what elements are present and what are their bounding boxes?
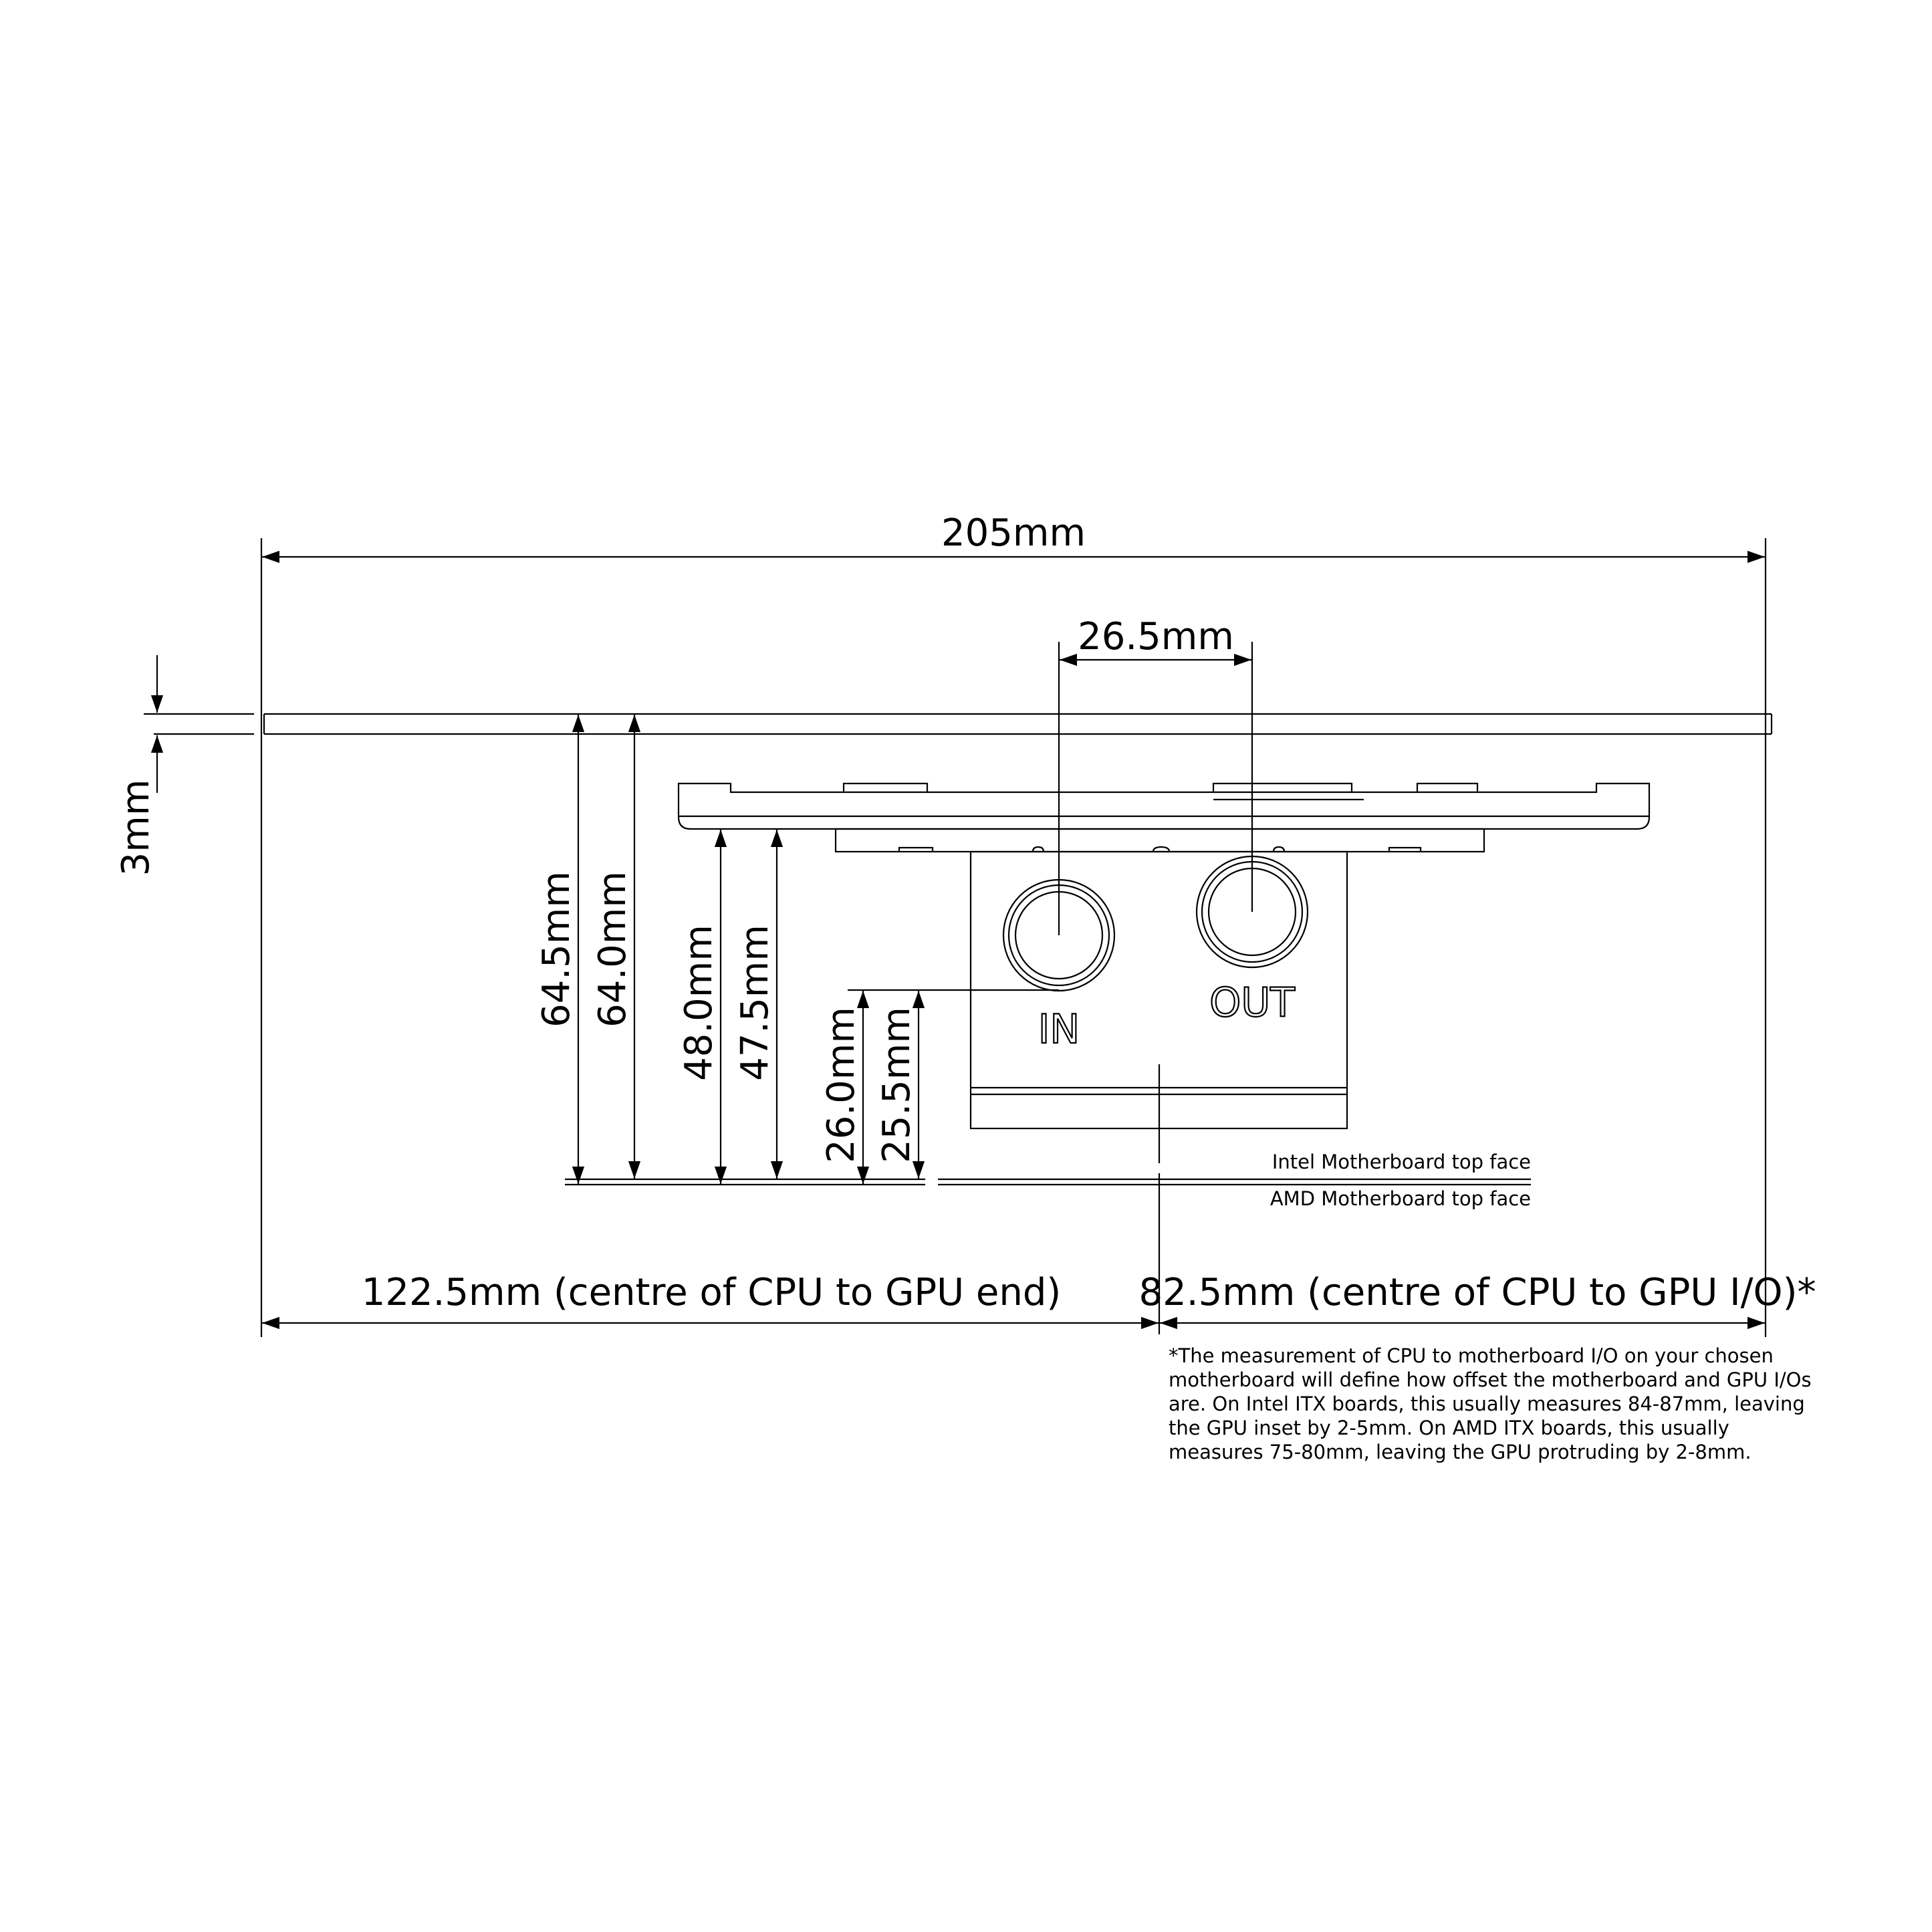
motherboard-reference-lines	[565, 1179, 1531, 1185]
gpu-plate	[144, 714, 1772, 734]
cpu-block-mid-plate	[836, 829, 1484, 852]
left-span-label: 122.5mm (centre of CPU to GPU end)	[361, 1271, 1062, 1314]
intel-face-label: Intel Motherboard top face	[1272, 1151, 1531, 1173]
footnote-line: are. On Intel ITX boards, this usually measures 84-87mm, leaving	[1169, 1393, 1805, 1415]
outlet-label: OUT	[1209, 979, 1295, 1026]
footnote-line: *The measurement of CPU to motherboard I/O on your chosen	[1169, 1344, 1774, 1367]
cpu-block-top-plate	[679, 783, 1649, 829]
plate-thickness-label: 3mm	[114, 779, 158, 876]
height-48-0-label: 48.0mm	[677, 925, 721, 1081]
height-25-5-label: 25.5mm	[875, 1007, 919, 1163]
overall-width-label: 205mm	[941, 511, 1086, 555]
height-64-0-label: 64.0mm	[591, 871, 634, 1028]
footnote-line: measures 75-80mm, leaving the GPU protruding by 2-8mm.	[1169, 1441, 1752, 1463]
amd-face-label: AMD Motherboard top face	[1270, 1187, 1531, 1210]
extension-lines	[261, 538, 1766, 1337]
height-47-5-label: 47.5mm	[733, 925, 777, 1081]
height-26-0-label: 26.0mm	[820, 1007, 863, 1163]
right-span-label: 82.5mm (centre of CPU to GPU I/O)*	[1138, 1271, 1816, 1314]
footnote-line: the GPU inset by 2-5mm. On AMD ITX boards, this usually	[1169, 1417, 1729, 1439]
cpu-block-body	[971, 852, 1347, 1334]
footnote-line: motherboard will define how offset the motherboard and GPU I/Os	[1169, 1368, 1812, 1391]
port-spacing-label: 26.5mm	[1078, 615, 1234, 658]
inlet-label: IN	[1038, 1006, 1080, 1053]
footnote	[1169, 1344, 1812, 1463]
height-64-5-label: 64.5mm	[535, 871, 578, 1028]
